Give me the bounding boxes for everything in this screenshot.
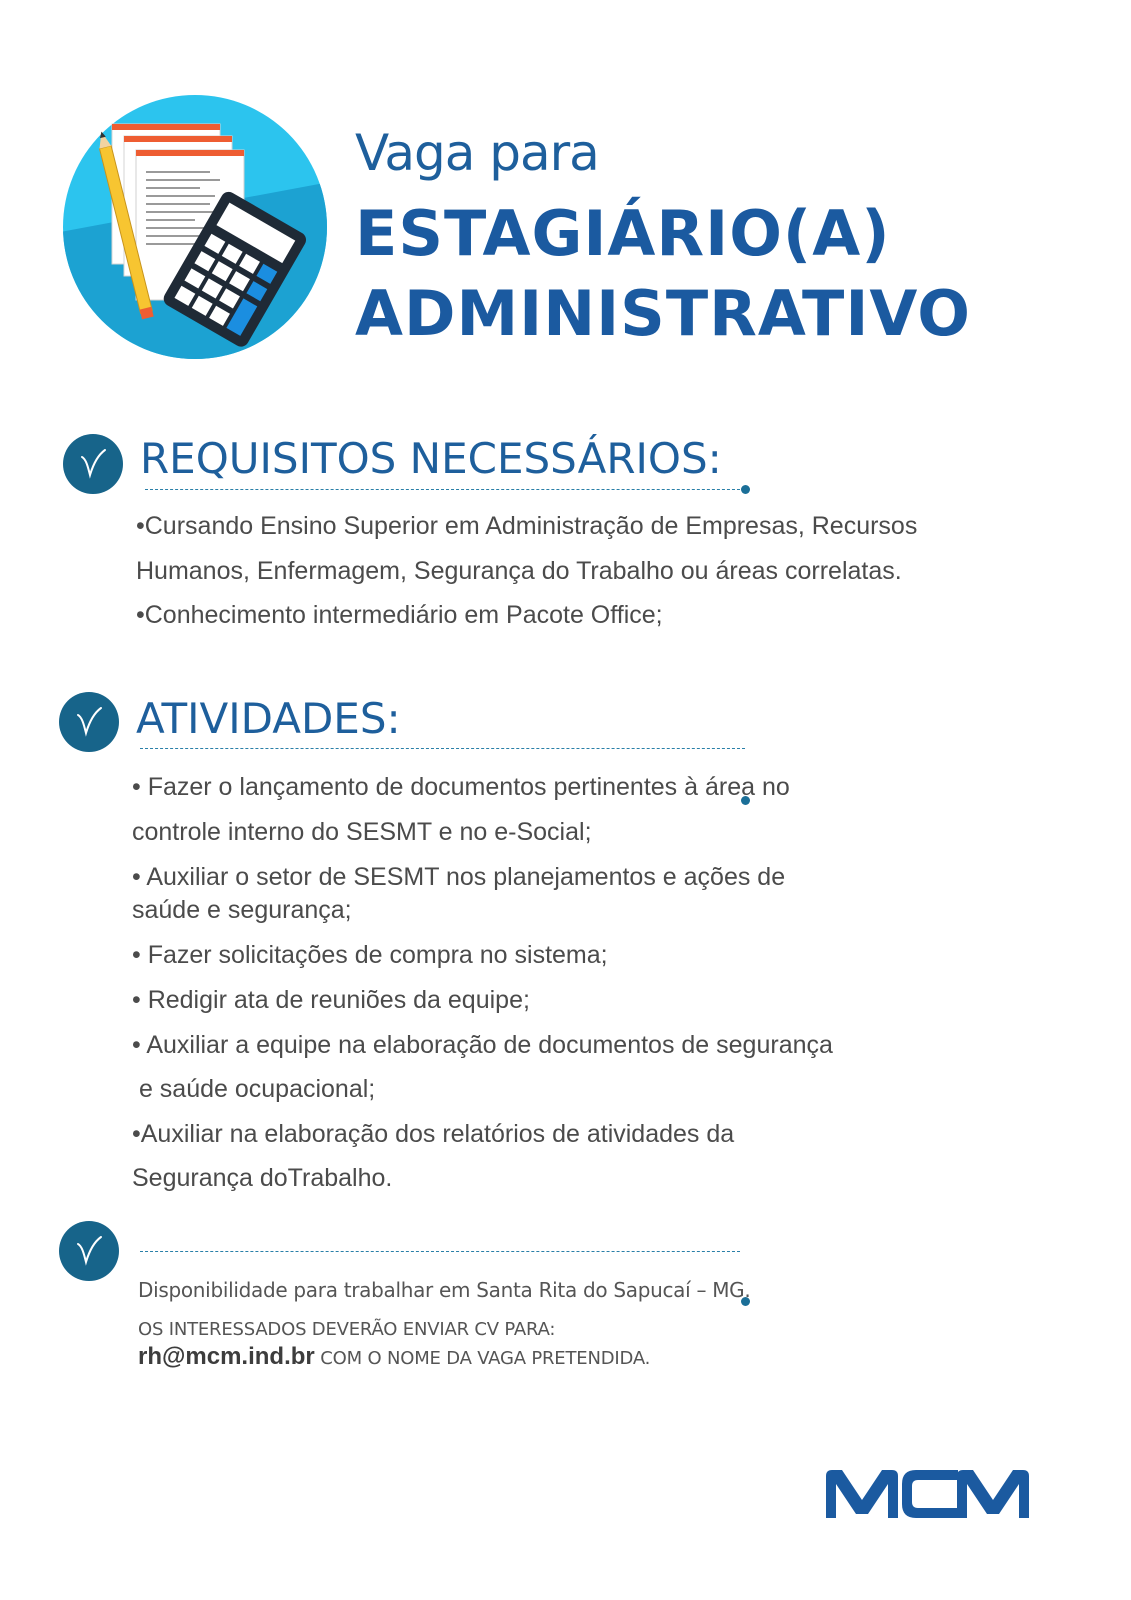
headline-title-line2: ADMINISTRATIVO: [355, 277, 971, 350]
atividades-check-badge: [59, 692, 119, 752]
headline-pre-title: Vaga para: [355, 124, 599, 182]
atividade-item-5-line2: e saúde ocupacional;: [132, 1075, 376, 1103]
email-link[interactable]: rh@mcm.ind.br: [138, 1343, 315, 1370]
footer-check-badge: [59, 1221, 119, 1281]
check-icon: [78, 447, 108, 481]
atividade-item-3-line1: • Fazer solicitações de compra no sistema;: [132, 941, 608, 969]
atividade-item-6-line1: •Auxiliar na elaboração dos relatórios de atividades da: [132, 1120, 735, 1148]
atividade-item-2-line1: • Auxiliar o setor de SESMT nos planejamentos e ações de: [132, 863, 786, 891]
requisitos-check-badge: [63, 434, 123, 494]
requisito-item-2-line1: •Conhecimento intermediário em Pacote Office;: [136, 601, 663, 629]
availability-text: Disponibilidade para trabalhar em Santa Rita do Sapucaí – MG.: [138, 1278, 751, 1302]
mcm-logo: [826, 1470, 1029, 1518]
requisitos-divider: [145, 489, 745, 490]
requisitos-divider-dot: [741, 485, 750, 494]
atividade-item-5-line1: • Auxiliar a equipe na elaboração de documentos de segurança: [132, 1031, 833, 1059]
atividade-item-4-line1: • Redigir ata de reuniões da equipe;: [132, 986, 530, 1014]
atividades-title: ATIVIDADES:: [136, 694, 401, 743]
atividade-item-1-line1: • Fazer o lançamento de documentos pertinentes à área no: [132, 773, 790, 801]
documents-calculator-illustration: [60, 92, 330, 362]
check-icon: [74, 705, 104, 739]
atividade-item-6-line2: Segurança doTrabalho.: [132, 1164, 393, 1192]
instructions-text: OS INTERESSADOS DEVERÃO ENVIAR CV PARA:: [138, 1319, 556, 1340]
atividade-item-1-line2: controle interno do SESMT e no e-Social;: [132, 818, 592, 846]
instructions-end-text: COM O NOME DA VAGA PRETENDIDA.: [314, 1348, 651, 1369]
requisito-item-1-line1: •Cursando Ensino Superior em Administração de Empresas, Recursos: [136, 512, 918, 540]
footer-divider: [140, 1251, 740, 1252]
instructions-email-line: [138, 1345, 650, 1369]
requisitos-title: REQUISITOS NECESSÁRIOS:: [140, 434, 722, 483]
check-icon: [74, 1234, 104, 1268]
requisito-item-1-line2: Humanos, Enfermagem, Segurança do Trabalho ou áreas correlatas.: [136, 557, 902, 585]
logo-text: MCM: [927, 1500, 930, 1501]
headline-title-line1: ESTAGIÁRIO(A): [355, 197, 891, 270]
atividade-item-2-line2: saúde e segurança;: [132, 896, 352, 924]
atividades-divider: [140, 748, 745, 749]
